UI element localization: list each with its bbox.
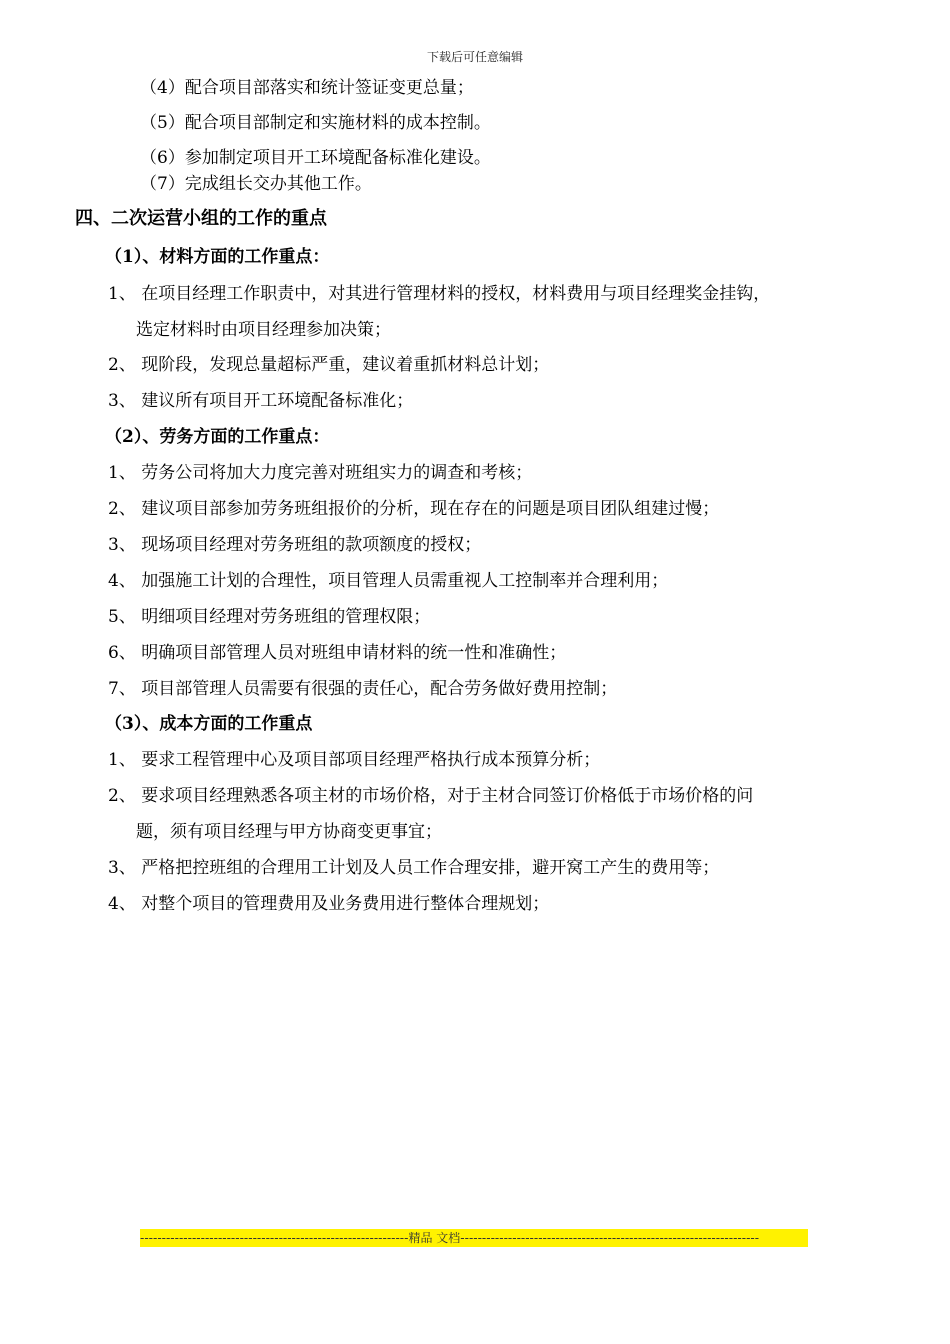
- prior-item: （6）参加制定项目开工环境配备标准化建设。: [140, 148, 491, 168]
- cost-item: 4、 对整个项目的管理费用及业务费用进行整体合理规划；: [108, 894, 550, 914]
- materials-item-continuation: 选定材料时由项目经理参加决策；: [136, 320, 391, 340]
- prior-item: （7）完成组长交办其他工作。: [140, 174, 372, 194]
- section-title: 四、二次运营小组的工作的重点: [75, 208, 327, 229]
- labor-item: 3、 现场项目经理对劳务班组的款项额度的授权；: [108, 535, 482, 555]
- footer-banner: --------------------------------------------------------------精品 文档---------------------------------------------------------------------: [140, 1229, 808, 1247]
- materials-title: （1）、材料方面的工作重点：: [105, 247, 330, 267]
- cost-item-continuation: 题，须有项目经理与甲方协商变更事宜；: [136, 822, 442, 842]
- cost-item: 3、 严格把控班组的合理用工计划及人员工作合理安排，避开窝工产生的费用等；: [108, 858, 720, 878]
- labor-title: （2）、劳务方面的工作重点：: [105, 427, 330, 447]
- labor-item: 2、 建议项目部参加劳务班组报价的分析，现在存在的问题是项目团队组建过慢；: [108, 499, 720, 519]
- labor-item: 6、 明确项目部管理人员对班组申请材料的统一性和准确性；: [108, 643, 567, 663]
- materials-item: 3、 建议所有项目开工环境配备标准化；: [108, 391, 414, 411]
- labor-item: 5、 明细项目经理对劳务班组的管理权限；: [108, 607, 431, 627]
- labor-item: 7、 项目部管理人员需要有很强的责任心，配合劳务做好费用控制；: [108, 679, 618, 699]
- labor-item: 4、 加强施工计划的合理性，项目管理人员需重视人工控制率并合理利用；: [108, 571, 669, 591]
- header-note: 下载后可任意编辑: [426, 50, 523, 64]
- materials-item: 2、 现阶段，发现总量超标严重，建议着重抓材料总计划；: [108, 355, 550, 375]
- labor-item: 1、 劳务公司将加大力度完善对班组实力的调查和考核；: [108, 463, 533, 483]
- prior-item: （5）配合项目部制定和实施材料的成本控制。: [140, 113, 491, 133]
- cost-title: （3）、成本方面的工作重点: [105, 714, 313, 734]
- cost-item: 2、 要求项目经理熟悉各项主材的市场价格，对于主材合同签订价格低于市场价格的问: [108, 786, 754, 806]
- prior-item: （4）配合项目部落实和统计签证变更总量；: [140, 78, 474, 98]
- materials-item: 1、 在项目经理工作职责中，对其进行管理材料的授权，材料费用与项目经理奖金挂钩，: [108, 284, 771, 304]
- cost-item: 1、 要求工程管理中心及项目部项目经理严格执行成本预算分析；: [108, 750, 601, 770]
